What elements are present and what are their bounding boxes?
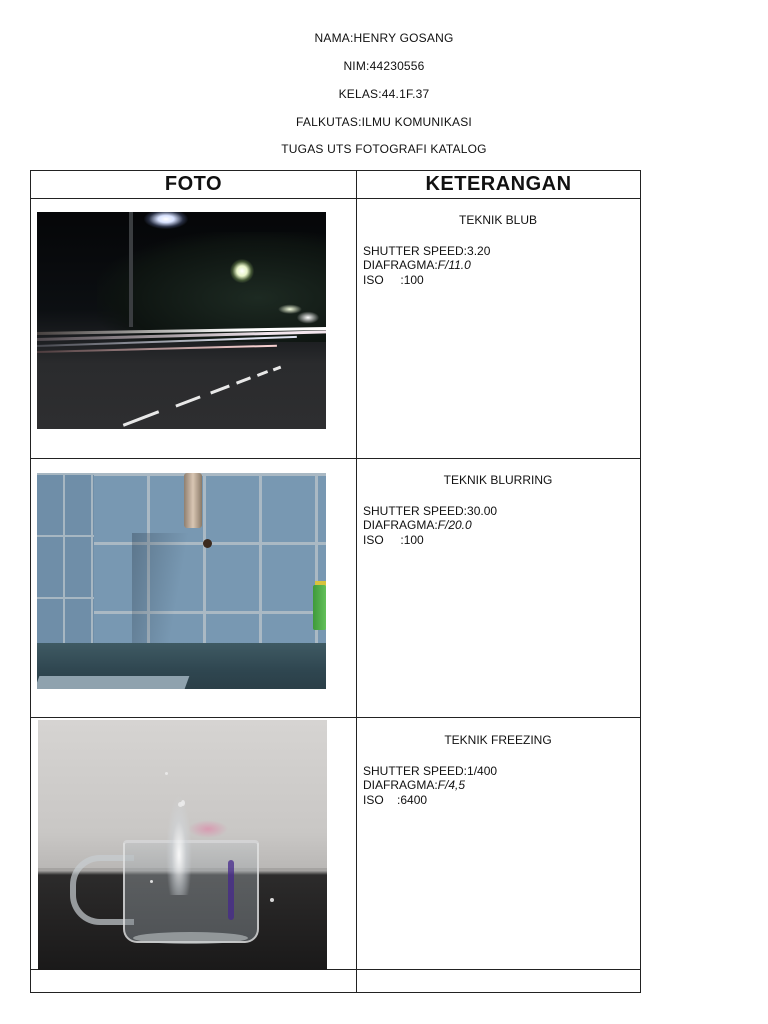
assignment-title: TUGAS UTS FOTOGRAFI KATALOG: [281, 142, 487, 156]
technique-label: TEKNIK BLURRING: [443, 473, 553, 487]
table-border-header-bottom: [30, 198, 641, 199]
iso-label: ISO :: [363, 272, 404, 287]
photo-bathroom-faucet: [37, 473, 326, 689]
aperture-value: F/4,5: [437, 778, 466, 792]
column-header-keterangan: KETERANGAN: [425, 173, 572, 195]
shutter-label: SHUTTER SPEED:: [363, 503, 468, 518]
photo-water-splash-cup: [38, 720, 327, 970]
photo-night-street: [37, 212, 326, 429]
row-3-description: [363, 733, 633, 807]
shutter-label: SHUTTER SPEED:: [363, 243, 468, 258]
table-border-row1-bottom: [30, 458, 641, 459]
column-header-foto: FOTO: [164, 173, 223, 195]
table-border-right: [640, 170, 641, 993]
shutter-value: 3.20: [467, 243, 491, 258]
row-2-description: [363, 473, 633, 547]
technique-label: TEKNIK FREEZING: [444, 733, 552, 747]
iso-value: 6400: [400, 792, 428, 807]
faculty: FALKUTAS:ILMU KOMUNIKASI: [296, 115, 472, 129]
class-code: KELAS:44.1F.37: [338, 87, 430, 101]
aperture-label: DIAFRAGMA:: [363, 518, 438, 532]
shutter-value: 30.00: [467, 503, 498, 518]
table-border-bottom: [30, 992, 641, 993]
camera-settings: [363, 764, 633, 808]
student-id: NIM:44230556: [343, 59, 425, 73]
table-border-row2-bottom: [30, 717, 641, 718]
camera-settings: [363, 504, 633, 548]
camera-settings: [363, 244, 633, 288]
iso-label: ISO :: [363, 532, 404, 547]
iso-label: ISO :: [363, 792, 401, 807]
table-border-left: [30, 170, 31, 993]
student-name: NAMA:HENRY GOSANG: [314, 31, 454, 45]
aperture-value: F/11.0: [437, 258, 471, 272]
iso-value: 100: [403, 272, 424, 287]
aperture-label: DIAFRAGMA:: [363, 778, 438, 792]
iso-value: 100: [403, 532, 424, 547]
aperture-label: DIAFRAGMA:: [363, 258, 438, 272]
row-1-description: [363, 213, 633, 287]
shutter-value: 1/400: [467, 763, 498, 778]
table-border-middle: [356, 170, 357, 993]
technique-label: TEKNIK BLUB: [458, 213, 538, 227]
shutter-label: SHUTTER SPEED:: [363, 763, 468, 778]
aperture-value: F/20.0: [437, 518, 472, 532]
